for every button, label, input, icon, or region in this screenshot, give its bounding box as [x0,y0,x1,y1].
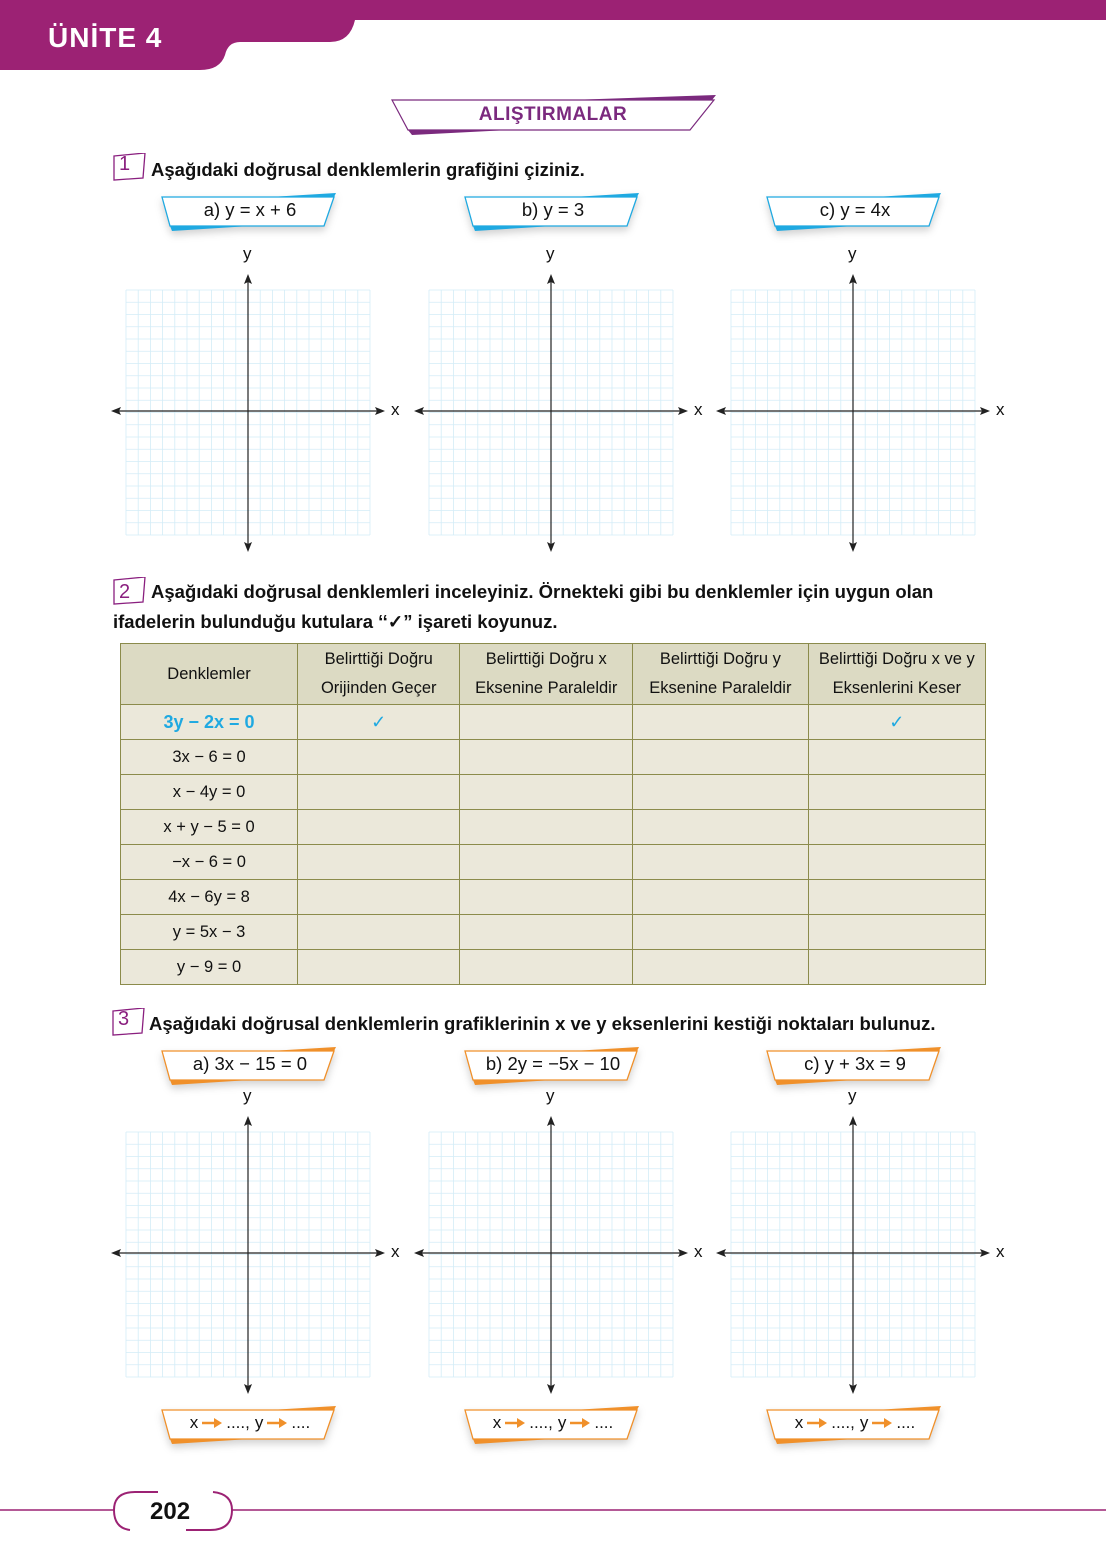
label-text: b) 2y = −5x − 10 [485,1053,621,1074]
checkbox-cell[interactable] [460,740,633,775]
arrow-right-icon [569,1417,591,1429]
x-blank[interactable]: ...., [529,1413,553,1432]
checkbox-cell[interactable] [633,810,809,845]
equations-table [120,643,986,985]
label-text: b) y = 3 [521,199,585,220]
table-row [121,915,986,950]
y-axis-label: y [243,244,252,263]
x-blank[interactable]: ...., [226,1413,250,1432]
checkbox-cell[interactable] [808,810,985,845]
page-number: 202 [150,1498,191,1525]
checkbox-cell[interactable] [808,950,985,985]
q3-equation-label [765,1047,945,1087]
table-row [121,845,986,880]
arrow-right-icon [266,1417,288,1429]
q3-coordinate-grid [713,1107,993,1397]
checkbox-cell[interactable]: ✓ [808,705,985,740]
question-number-2: 2 [113,577,145,603]
y-letter: y [254,1413,264,1432]
intercept-answer [160,1413,340,1433]
label-text: a) 3x − 15 = 0 [192,1053,308,1074]
equation-cell: x − 4y = 0 [121,775,298,810]
section-title: ALIŞTIRMALAR [390,95,716,135]
x-axis-label: x [694,400,703,419]
table-row [121,810,986,845]
y-axis-label: y [848,244,857,263]
intercept-answer [765,1413,945,1433]
checkbox-cell[interactable] [460,915,633,950]
equation-cell: y = 5x − 3 [121,915,298,950]
equation-cell: y − 9 = 0 [121,950,298,985]
unit-title: ÜNİTE 4 [48,22,163,53]
checkbox-cell[interactable] [460,810,633,845]
arrow-right-icon [504,1417,526,1429]
intercept-answer-box [160,1406,340,1446]
checkbox-cell[interactable] [633,845,809,880]
column-header: Belirttiği Doğru Orijinden Geçer [298,644,460,705]
y-letter: y [557,1413,567,1432]
table-row [121,775,986,810]
checkbox-cell[interactable] [298,775,460,810]
q1-coordinate-grid [411,265,691,555]
label-text: a) y = x + 6 [203,199,297,220]
x-letter: x [492,1413,502,1432]
x-axis-label: x [391,1242,400,1261]
question-number-3: 3 [112,1008,142,1034]
question-2-text: Aşağıdaki doğrusal denklemleri inceleyiniz. Örnekteki gibi bu denklemler için uygun olan ifadelerin bulunduğu kutulara ‘‘✓” işareti koyunuz. [113,581,934,632]
column-header: Belirttiği Doğru y Eksenine Paraleldir [633,644,809,705]
table-row [121,950,986,985]
y-blank[interactable]: .... [291,1413,311,1432]
checkbox-cell[interactable] [808,740,985,775]
x-axis-label: x [391,400,400,419]
checkbox-cell[interactable] [808,845,985,880]
checkbox-cell[interactable] [298,915,460,950]
checkbox-cell[interactable] [298,810,460,845]
question-2-block [113,577,1003,637]
column-header: Belirttiği Doğru x Eksenine Paraleldir [460,644,633,705]
y-axis-label: y [546,1086,555,1105]
checkbox-cell[interactable]: ✓ [298,705,460,740]
question-1-text: Aşağıdaki doğrusal denklemlerin grafiğini çiziniz. [151,159,585,180]
question-number-1: 1 [113,153,143,179]
column-header: Belirttiği Doğru x ve y Eksenlerini Keser [808,644,985,705]
y-axis-label: y [243,1086,252,1105]
table-row [121,705,986,740]
equation-cell: x + y − 5 = 0 [121,810,298,845]
checkbox-cell[interactable] [460,845,633,880]
checkbox-cell[interactable] [298,845,460,880]
x-letter: x [189,1413,199,1432]
arrow-right-icon [201,1417,223,1429]
y-axis-label: y [848,1086,857,1105]
checkbox-cell[interactable] [298,880,460,915]
x-blank[interactable]: ...., [831,1413,855,1432]
y-letter: y [859,1413,869,1432]
q1-equation-label [765,193,945,233]
equation-cell: −x − 6 = 0 [121,845,298,880]
q3-coordinate-grid [411,1107,691,1397]
intercept-answer-box [765,1406,945,1446]
arrow-right-icon [871,1417,893,1429]
column-header: Denklemler [121,644,298,705]
q3-equation-label [160,1047,340,1087]
q1-coordinate-grid [108,265,388,555]
question-3-text: Aşağıdaki doğrusal denklemlerin grafiklerinin x ve y eksenlerini kestiği noktaları bulunuz. [149,1013,936,1034]
y-axis-label: y [546,244,555,263]
arrow-right-icon [806,1417,828,1429]
q3-equation-label [463,1047,643,1087]
checkbox-cell[interactable] [633,950,809,985]
label-text: c) y = 4x [819,199,891,220]
label-text: c) y + 3x = 9 [804,1053,906,1074]
equation-cell: 4x − 6y = 8 [121,880,298,915]
y-blank[interactable]: .... [594,1413,614,1432]
checkbox-cell[interactable] [808,915,985,950]
q1-equation-label [160,193,340,233]
checkbox-cell[interactable] [633,880,809,915]
x-axis-label: x [996,1242,1005,1261]
table-row [121,740,986,775]
checkbox-cell[interactable] [298,740,460,775]
equation-cell: 3y − 2x = 0 [121,705,298,740]
checkbox-cell[interactable] [460,880,633,915]
q1-equation-label [463,193,643,233]
checkbox-cell[interactable] [633,705,809,740]
checkbox-cell[interactable] [808,775,985,810]
equation-cell: 3x − 6 = 0 [121,740,298,775]
checkbox-cell[interactable] [633,775,809,810]
table-row [121,880,986,915]
x-letter: x [794,1413,804,1432]
unit-header-band [0,0,1106,72]
checkbox-cell[interactable] [633,740,809,775]
checkbox-cell[interactable] [633,915,809,950]
checkbox-cell[interactable] [298,950,460,985]
checkbox-cell[interactable] [808,880,985,915]
y-blank[interactable]: .... [896,1413,916,1432]
q3-coordinate-grid [108,1107,388,1397]
x-axis-label: x [996,400,1005,419]
checkbox-cell[interactable] [460,950,633,985]
x-axis-label: x [694,1242,703,1261]
q1-coordinate-grid [713,265,993,555]
intercept-answer-box [463,1406,643,1446]
checkbox-cell[interactable] [460,705,633,740]
intercept-answer [463,1413,643,1433]
checkbox-cell[interactable] [460,775,633,810]
